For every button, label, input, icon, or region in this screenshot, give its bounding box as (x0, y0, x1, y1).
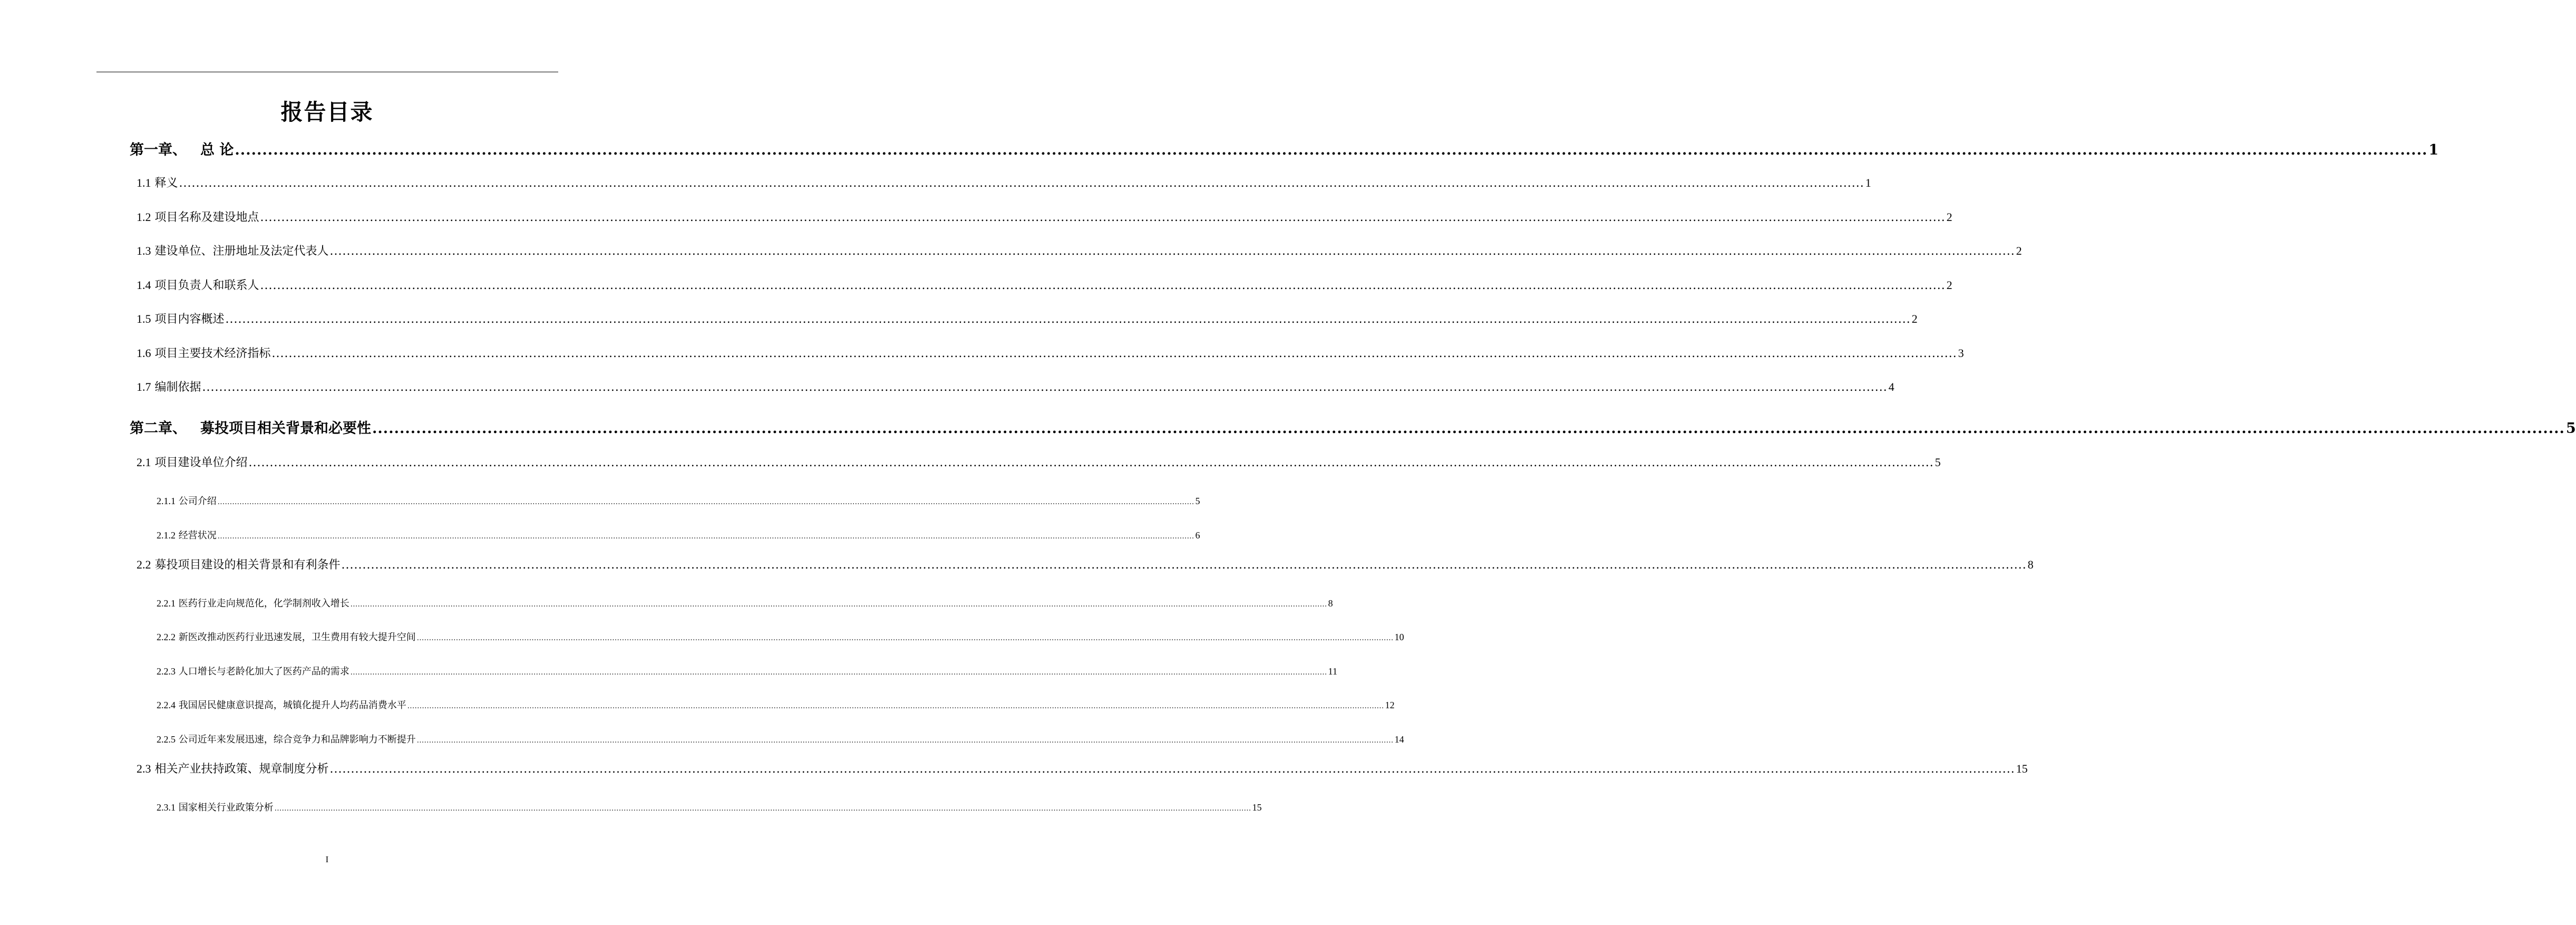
toc-page-number: 1 (1865, 176, 1871, 189)
toc-title: 项目建设单位介绍 (154, 456, 248, 469)
toc-leader: ................................................................................................................................................................................................................................................................................................................................................................................................................ (372, 420, 2565, 437)
toc-title: 项目负责人和联系人 (154, 279, 259, 292)
toc-page-number: 2 (1946, 210, 1952, 224)
toc-leader: ................................................................................................................................................................................................................................................................................................................................................................................................................ (217, 498, 1194, 506)
toc-title: 建设单位、注册地址及法定代表人 (154, 245, 329, 258)
toc-page-number: 5 (1195, 496, 1200, 506)
toc-page-number: 12 (1385, 700, 1395, 710)
toc-number: 1.5 (137, 312, 151, 325)
page-number-footer: I (325, 854, 329, 864)
toc-number: 1.6 (137, 346, 151, 360)
toc-leader: ................................................................................................................................................................................................................................................................................................................................................................................................................ (407, 702, 1384, 710)
toc-number: 2.1.2 (157, 530, 176, 541)
toc-leader: ................................................................................................................................................................................................................................................................................................................................................................................................................ (341, 558, 2027, 572)
toc-title: 医药行业走向规范化，化学制剂收入增长 (178, 598, 349, 609)
toc-number: 2.2.3 (157, 666, 176, 677)
toc-subsection[interactable] (157, 732, 1404, 746)
toc-chapter-1[interactable] (130, 138, 2439, 159)
toc-number: 2.2.5 (157, 734, 176, 745)
toc-title: 人口增长与老龄化加大了医药产品的需求 (178, 666, 349, 677)
toc-number: 2.1.1 (157, 496, 176, 506)
toc-leader: ................................................................................................................................................................................................................................................................................................................................................................................................................ (416, 737, 1394, 745)
toc-number: 1.1 (137, 176, 151, 189)
toc-number: 1.7 (137, 380, 151, 393)
toc-leader: ................................................................................................................................................................................................................................................................................................................................................................................................................ (260, 279, 1946, 292)
toc-title: 编制依据 (154, 381, 201, 394)
toc-page-number: 1 (2428, 142, 2439, 158)
toc-leader: ................................................................................................................................................................................................................................................................................................................................................................................................................ (225, 313, 1911, 326)
toc-title: 公司近年来发展迅速，综合竞争力和品牌影响力不断提升 (178, 734, 416, 745)
toc-title: 经营状况 (178, 530, 217, 541)
toc-title: 国家相关行业政策分析 (178, 802, 274, 813)
toc-page-number: 15 (1252, 802, 1262, 813)
toc-title: 相关产业扶持政策、规章制度分析 (154, 763, 329, 776)
toc-page-number: 5 (2565, 420, 2576, 437)
toc-subsection[interactable] (157, 494, 1200, 507)
toc-leader: ................................................................................................................................................................................................................................................................................................................................................................................................................ (274, 805, 1251, 813)
page-title: 报告目录 (280, 99, 374, 125)
toc-number: 1.2 (137, 210, 151, 224)
toc-title: 释义 (154, 177, 178, 190)
toc-title: 项目主要技术经济指标 (154, 347, 271, 360)
toc-section[interactable] (137, 174, 1871, 190)
toc-title: 我国居民健康意识提高，城镇化提升人均药品消费水平 (178, 700, 406, 711)
toc-title: 项目内容概述 (154, 313, 225, 326)
toc-leader: ................................................................................................................................................................................................................................................................................................................................................................................................................ (179, 177, 1864, 190)
toc-page-number: 4 (1888, 380, 1894, 393)
toc-page-number: 2 (2016, 244, 2022, 257)
toc-leader: ................................................................................................................................................................................................................................................................................................................................................................................................................ (329, 245, 2015, 258)
toc-chapter-2[interactable] (130, 417, 2576, 437)
toc-section[interactable] (137, 242, 2022, 258)
toc-page-number: 11 (1328, 666, 1338, 677)
toc-title: 项目名称及建设地点 (154, 211, 259, 224)
toc-title: 公司介绍 (178, 496, 217, 507)
toc-leader: ................................................................................................................................................................................................................................................................................................................................................................................................................ (271, 347, 1957, 360)
toc-page-number: 5 (1935, 456, 1941, 469)
toc-page-number: 3 (1958, 346, 1964, 360)
toc-section[interactable] (137, 556, 2034, 572)
toc-leader: ................................................................................................................................................................................................................................................................................................................................................................................................................ (248, 456, 1934, 469)
toc-section[interactable] (137, 276, 1952, 293)
toc-section[interactable] (137, 310, 1918, 326)
toc-number: 2.2.4 (157, 700, 176, 710)
toc-title: 新医改推动医药行业迅速发展，卫生费用有较大提升空间 (178, 632, 416, 643)
toc-number: 2.3 (137, 762, 151, 775)
toc-number: 1.4 (137, 278, 151, 292)
toc-section[interactable] (137, 760, 2028, 776)
toc-page-number: 2 (1911, 312, 1918, 325)
toc-section[interactable] (137, 378, 1894, 394)
toc-leader: ................................................................................................................................................................................................................................................................................................................................................................................................................ (217, 533, 1194, 541)
toc-leader: ................................................................................................................................................................................................................................................................................................................................................................................................................ (416, 634, 1394, 642)
toc-section[interactable] (137, 344, 1964, 361)
toc-leader: ................................................................................................................................................................................................................................................................................................................................................................................................................ (350, 601, 1327, 609)
toc-subsection[interactable] (157, 664, 1338, 678)
toc-number: 第一章、 (130, 142, 187, 158)
toc-section[interactable] (137, 208, 1952, 225)
toc-title: 总 论 (200, 142, 234, 158)
toc-number: 2.2.1 (157, 598, 176, 609)
toc-page-number: 8 (1328, 598, 1333, 609)
toc-title: 募投项目建设的相关背景和有利条件 (154, 558, 341, 572)
toc-page-number: 10 (1394, 632, 1404, 642)
toc-leader: ................................................................................................................................................................................................................................................................................................................................................................................................................ (235, 142, 2428, 158)
toc-page-number: 14 (1394, 734, 1404, 745)
toc-page-number: 2 (1946, 278, 1952, 292)
toc-subsection[interactable] (157, 596, 1333, 610)
toc-page-number: 6 (1195, 530, 1200, 541)
toc-subsection[interactable] (157, 698, 1395, 711)
toc-page-number: 8 (2027, 558, 2034, 571)
toc-title: 募投项目相关背景和必要性 (200, 420, 371, 437)
toc-number: 2.2.2 (157, 632, 176, 642)
toc-leader: ................................................................................................................................................................................................................................................................................................................................................................................................................ (202, 381, 1888, 394)
toc-number: 第二章、 (130, 420, 187, 437)
toc-leader: ................................................................................................................................................................................................................................................................................................................................................................................................................ (350, 669, 1327, 677)
toc-number: 2.2 (137, 558, 151, 571)
toc-number: 1.3 (137, 244, 151, 257)
toc-subsection[interactable] (157, 528, 1200, 542)
toc-subsection[interactable] (157, 630, 1404, 643)
toc-subsection[interactable] (157, 800, 1262, 814)
toc-leader: ................................................................................................................................................................................................................................................................................................................................................................................................................ (260, 211, 1946, 224)
toc-leader: ................................................................................................................................................................................................................................................................................................................................................................................................................ (329, 763, 2015, 776)
toc-number: 2.3.1 (157, 802, 176, 813)
toc-section[interactable] (137, 454, 1941, 470)
toc-number: 2.1 (137, 456, 151, 469)
toc-page-number: 15 (2016, 762, 2028, 775)
